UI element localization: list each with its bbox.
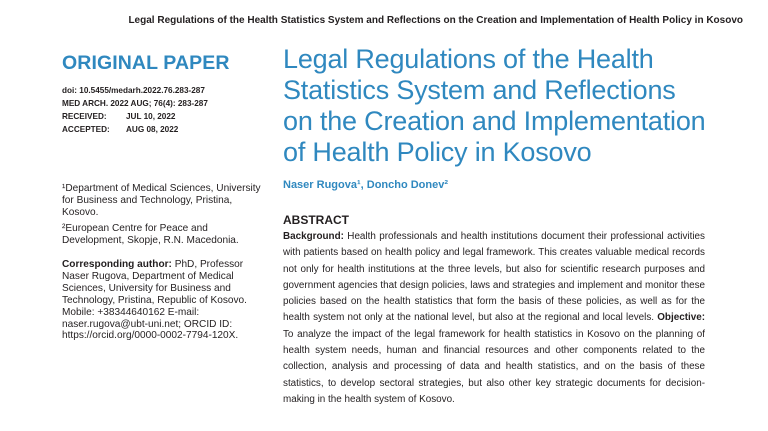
received-date: JUL 10, 2022 bbox=[126, 112, 176, 121]
section-label: ORIGINAL PAPER bbox=[62, 52, 230, 74]
article-title bbox=[283, 44, 713, 168]
abstract-heading: ABSTRACT bbox=[283, 213, 349, 227]
objective-label: Objective: bbox=[657, 312, 705, 324]
background-text: Health professionals and health institutions document their professional activities with patients based on health policy and legal framework. This creates valuable medical records not only for health institutions at the three levels, but also for scientific research purposes and government agencies that design policies, laws and strategies and implement and monitor these policies based on the health statistics that form the basis of these policies, as well as for the health system not only at the national level, but also at the regional and local levels. bbox=[283, 231, 705, 324]
accepted-row bbox=[62, 123, 267, 136]
left-sidebar bbox=[62, 52, 267, 342]
corresponding-text: PhD, Professor Naser Rugova, Department of Medical Sciences, University for Business and Technology, Pristina, Republic of Kosovo. Mobile: +38344640162 E-mail: naser.rugova@ubt-uni.net; ORCID ID: https://orcid.org/0000-0002-7794-120X. bbox=[62, 258, 247, 342]
title-line: of Health Policy in Kosovo bbox=[283, 137, 592, 167]
corresponding-author bbox=[62, 259, 267, 342]
corresponding-label: Corresponding author: bbox=[62, 258, 172, 270]
accepted-label: ACCEPTED: bbox=[62, 125, 110, 134]
title-line: Legal Regulations of the Health bbox=[283, 44, 654, 74]
title-line: on the Creation and Implementation bbox=[283, 106, 706, 136]
main-column bbox=[283, 44, 713, 408]
doi: doi: 10.5455/medarh.2022.76.283-287 bbox=[62, 86, 205, 95]
accepted-date: AUG 08, 2022 bbox=[126, 125, 179, 134]
abstract-body bbox=[283, 229, 705, 408]
received-label: RECEIVED: bbox=[62, 112, 107, 121]
objective-text: To analyze the impact of the legal framework for health statistics in Kosovo on the planning of health system needs, human and financial resources and other components related to the collection, analysis and processing of data and health statistics, and on the basis of these statistics, to develop sectoral strategies, but also other key strategic documents for decision-making in the health system of Kosovo. bbox=[283, 328, 705, 405]
received-row bbox=[62, 110, 267, 123]
title-line: Statistics System and Reflections bbox=[283, 75, 676, 105]
affiliation-1: ¹Department of Medical Sciences, University for Business and Technology, Pristina, Kosovo. bbox=[62, 183, 261, 218]
citation: MED ARCH. 2022 AUG; 76(4): 283-287 bbox=[62, 99, 208, 108]
authors: Naser Rugova¹, Doncho Donev² bbox=[283, 179, 449, 191]
affiliation-2: ²European Centre for Peace and Development, Skopje, R.N. Macedonia. bbox=[62, 223, 239, 247]
running-head: Legal Regulations of the Health Statistics System and Reflections on the Creation and Implementation of Health Policy in Kosovo bbox=[128, 15, 743, 26]
background-label: Background: bbox=[283, 231, 344, 242]
